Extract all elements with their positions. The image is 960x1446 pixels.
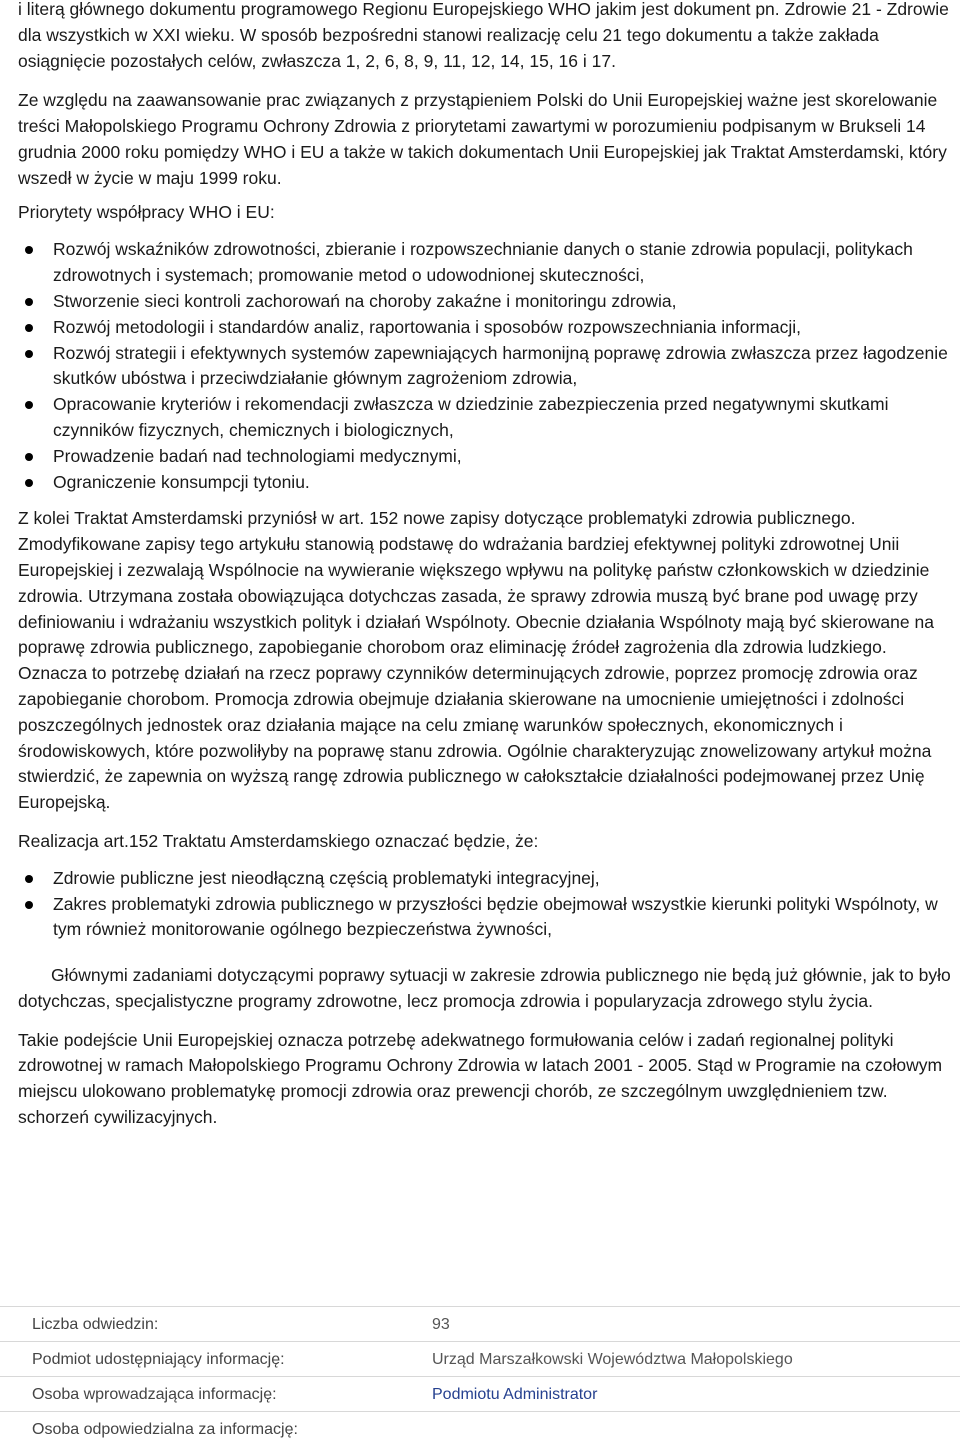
priorities-heading: Priorytety współpracy WHO i EU: (18, 201, 275, 222)
realization-heading: Realizacja art.152 Traktatu Amsterdamskiego oznaczać będzie, że: (18, 830, 539, 851)
realization-list (18, 866, 958, 943)
paragraph: Z kolei Traktat Amsterdamski przyniósł w art. 152 nowe zapisy dotyczące problematyki zdrowia publicznego. Zmodyfikowane zapisy tego artykułu stanowią podstawę do wdrażania bardziej efektywnej polityki zdrowotnej Unii Europejskiej i zezwalają Wspólnocie na wywieranie większego wpływu na politykę państw członkowskich w dziedzinie zdrowia. Utrzymana została obowiązująca dotychczas zasada, że sprawy zdrowia muszą być brane pod uwagę przy definiowaniu i wdrażaniu wszystkich polityk i działań Wspólnoty. Obecnie działania Wspólnoty mają być skierowane na poprawę zdrowia publicznego, zapobieganie chorobom oraz eliminację źródeł zagrożenia dla zdrowia ludzkiego. Oznacza to potrzebę działań na rzecz poprawy czynników determinujących zdrowie, poprzez promocję zdrowia oraz zapobieganie chorobom. Promocja zdrowia obejmuje działania skierowane na umocnienie umiejętności i zdolności poszczególnych jednostek oraz działania mające na celu zmianę warunków społecznych, ekonomicznych i środowiskowych, które pozwoliłyby na poprawę stanu zdrowia. Ogólnie charakteryzując znowelizowany artykuł można stwierdzić, że zapewnia on wyższą rangę zdrowia publicznego w całokształcie działalności podejmowanej przez Unię Europejską. (18, 508, 934, 813)
list-item: Opracowanie kryteriów i rekomendacji zwłaszcza w dziedzinie zabezpieczenia przed negatywnymi skutkami czynników fizycznych, chemicznych i biologicznych, (18, 392, 958, 444)
paragraph: Ze względu na zaawansowanie prac związanych z przystąpieniem Polski do Unii Europejskiej ważne jest skorelowanie treści Małopolskiego Programu Ochrony Zdrowia z priorytetami zawartymi w porozumieniu podpisanym w Brukseli 14 grudnia 2000 roku pomiędzy WHO i EU a także w takich dokumentach Unii Europejskiej jak Traktat Amsterdamski, który wszedł w życie w maju 1999 roku. (18, 90, 947, 188)
metadata-row-responsible (0, 1411, 960, 1446)
entered-by-label: Osoba wprowadzająca informację: (32, 1386, 277, 1403)
list-item: Rozwój metodologii i standardów analiz, raportowania i sposobów rozpowszechniania informacji, (18, 315, 958, 341)
entered-by-link[interactable]: Podmiotu Administrator (432, 1386, 598, 1403)
responsible-label: Osoba odpowiedzialna za informację: (32, 1421, 298, 1438)
priorities-list (18, 237, 958, 495)
metadata-row-entered-by (0, 1376, 960, 1411)
provider-label: Podmiot udostępniający informację: (32, 1351, 285, 1368)
list-item: Stworzenie sieci kontroli zachorowań na choroby zakaźne i monitoringu zdrowia, (18, 289, 958, 315)
document-body (18, 0, 958, 1131)
metadata-table (0, 1306, 960, 1446)
list-item: Zdrowie publiczne jest nieodłączną częścią problematyki integracyjnej, (18, 866, 958, 892)
paragraph: Takie podejście Unii Europejskiej oznacza potrzebę adekwatnego formułowania celów i zadań regionalnej polityki zdrowotnej w ramach Małopolskiego Programu Ochrony Zdrowia w latach 2001 - 2005. Stąd w Programie na czołowym miejscu ulokowano problematykę promocji zdrowia oraz prewencji chorób, ze szczególnym uwzględnieniem tzw. schorzeń cywilizacyjnych. (18, 1029, 943, 1128)
visits-label: Liczba odwiedzin: (32, 1316, 159, 1333)
metadata-row-visits (0, 1306, 960, 1341)
list-item: Rozwój wskaźników zdrowotności, zbieranie i rozpowszechnianie danych o stanie zdrowia populacji, politykach zdrowotnych i systemach; promowanie metod o udowodnionej skuteczności, (18, 237, 958, 289)
list-item: Rozwój strategii i efektywnych systemów zapewniających harmonijną poprawę zdrowia zwłaszcza przez łagodzenie skutków ubóstwa i przeciwdziałanie głównym zagrożeniom zdrowia, (18, 341, 958, 393)
paragraph: i literą głównego dokumentu programowego Regionu Europejskiego WHO jakim jest dokument pn. Zdrowie 21 - Zdrowie dla wszystkich w XXI wieku. W sposób bezpośredni stanowi realizację celu 21 tego dokumentu a także zakłada osiągnięcie pozostałych celów, zwłaszcza 1, 2, 6, 8, 9, 11, 12, 14, 15, 16 i 17. (18, 0, 949, 71)
provider-value: Urząd Marszałkowski Województwa Małopolskiego (432, 1351, 793, 1368)
paragraph: Głównymi zadaniami dotyczącymi poprawy sytuacji w zakresie zdrowia publicznego nie będą już głównie, jak to było dotychczas, specjalistyczne programy zdrowotne, lecz promocja zdrowia i popularyzacja zdrowego stylu życia. (18, 965, 951, 1011)
list-item: Prowadzenie badań nad technologiami medycznymi, (18, 444, 958, 470)
list-item: Zakres problematyki zdrowia publicznego w przyszłości będzie obejmował wszystkie kierunki polityki Wspólnoty, w tym również monitorowanie ogólnego bezpieczeństwa żywności, (18, 892, 958, 944)
metadata-row-provider (0, 1341, 960, 1376)
visits-value: 93 (432, 1316, 450, 1333)
list-item: Ograniczenie konsumpcji tytoniu. (18, 470, 958, 496)
